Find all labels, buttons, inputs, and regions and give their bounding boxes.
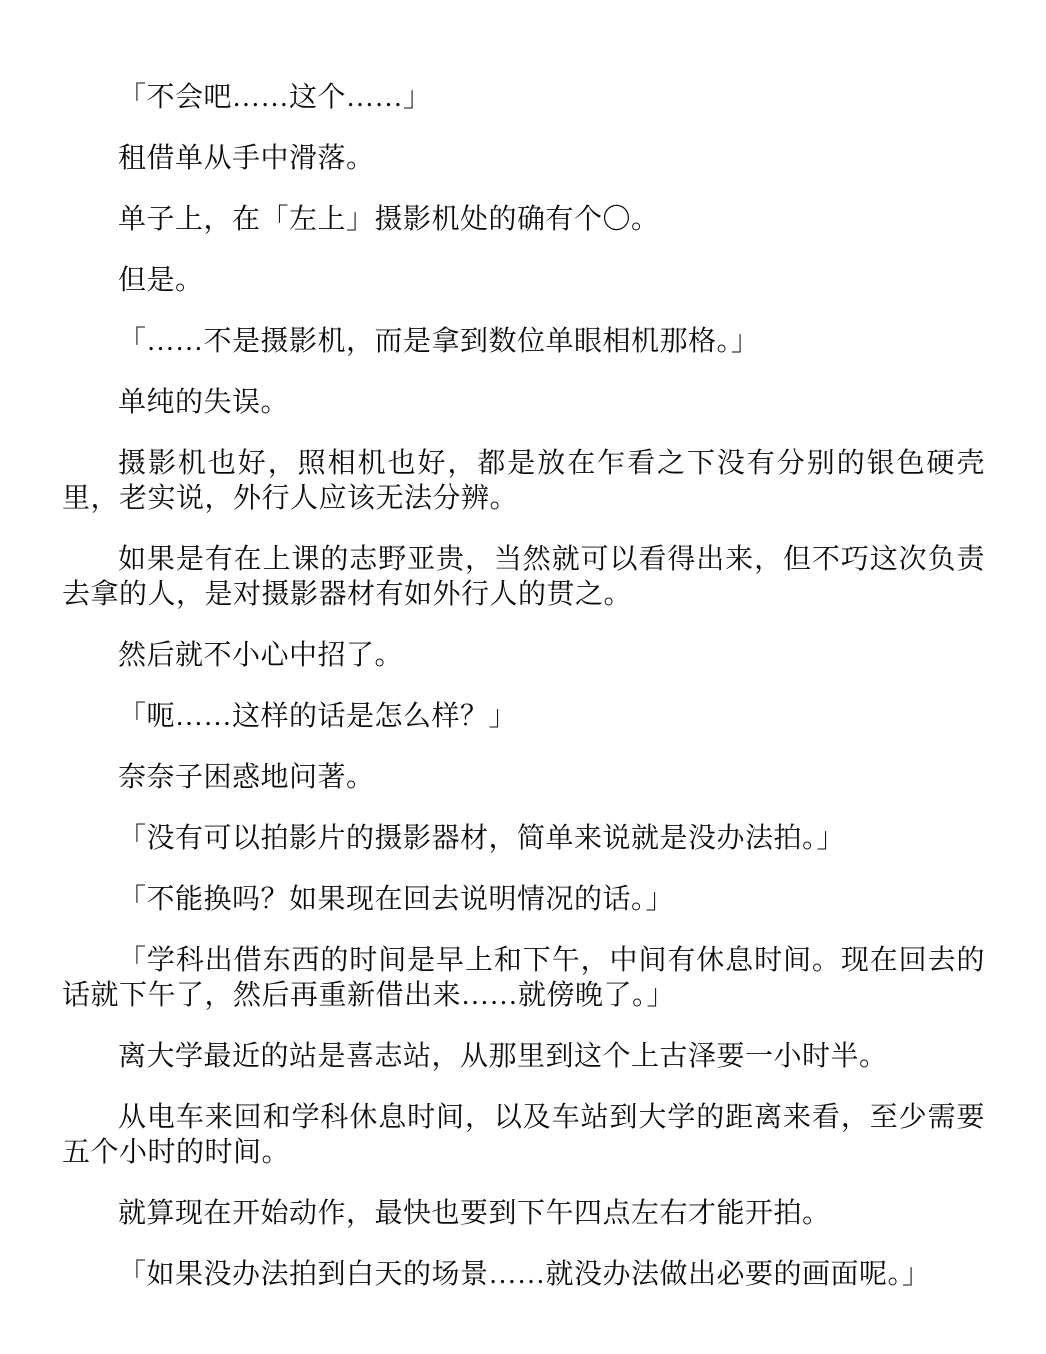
paragraph: 从电车来回和学科休息时间，以及车站到大学的距离来看，至少需要五个小时的时间。 — [62, 1102, 985, 1168]
paragraph: 「学科出借东西的时间是早上和下午，中间有休息时间。现在回去的话就下午了，然后再重新借出来……就傍晚了。」 — [62, 945, 985, 1011]
paragraph: 「不能换吗？如果现在回去说明情况的话。」 — [118, 884, 675, 915]
paragraph: 就算现在开始动作，最快也要到下午四点左右才能开拍。 — [118, 1198, 831, 1229]
paragraph: 奈奈子困惑地问著。 — [118, 762, 375, 793]
paragraph: 「没有可以拍影片的摄影器材，简单来说就是没办法拍。」 — [118, 823, 846, 854]
paragraph: 租借单从手中滑落。 — [118, 143, 375, 174]
paragraph: 「呃……这样的话是怎么样？」 — [118, 701, 518, 732]
paragraph: 「不会吧……这个……」 — [118, 82, 432, 113]
paragraph: 单纯的失误。 — [118, 387, 290, 418]
paragraph: 单子上，在「左上」摄影机处的确有个〇。 — [118, 204, 660, 235]
paragraph: 然后就不小心中招了。 — [118, 640, 404, 671]
paragraph: 但是。 — [118, 265, 204, 296]
paragraph: 离大学最近的站是喜志站，从那里到这个上古泽要一小时半。 — [118, 1041, 888, 1072]
paragraph: 「如果没办法拍到白天的场景……就没办法做出必要的画面呢。」 — [118, 1259, 931, 1290]
paragraph: 「……不是摄影机，而是拿到数位单眼相机那格。」 — [118, 326, 760, 357]
paragraph: 摄影机也好，照相机也好，都是放在乍看之下没有分别的银色硬壳里，老实说，外行人应该无法分辨。 — [62, 448, 985, 514]
paragraph: 如果是有在上课的志野亚贵，当然就可以看得出来，但不巧这次负责去拿的人，是对摄影器材有如外行人的贯之。 — [62, 544, 985, 610]
